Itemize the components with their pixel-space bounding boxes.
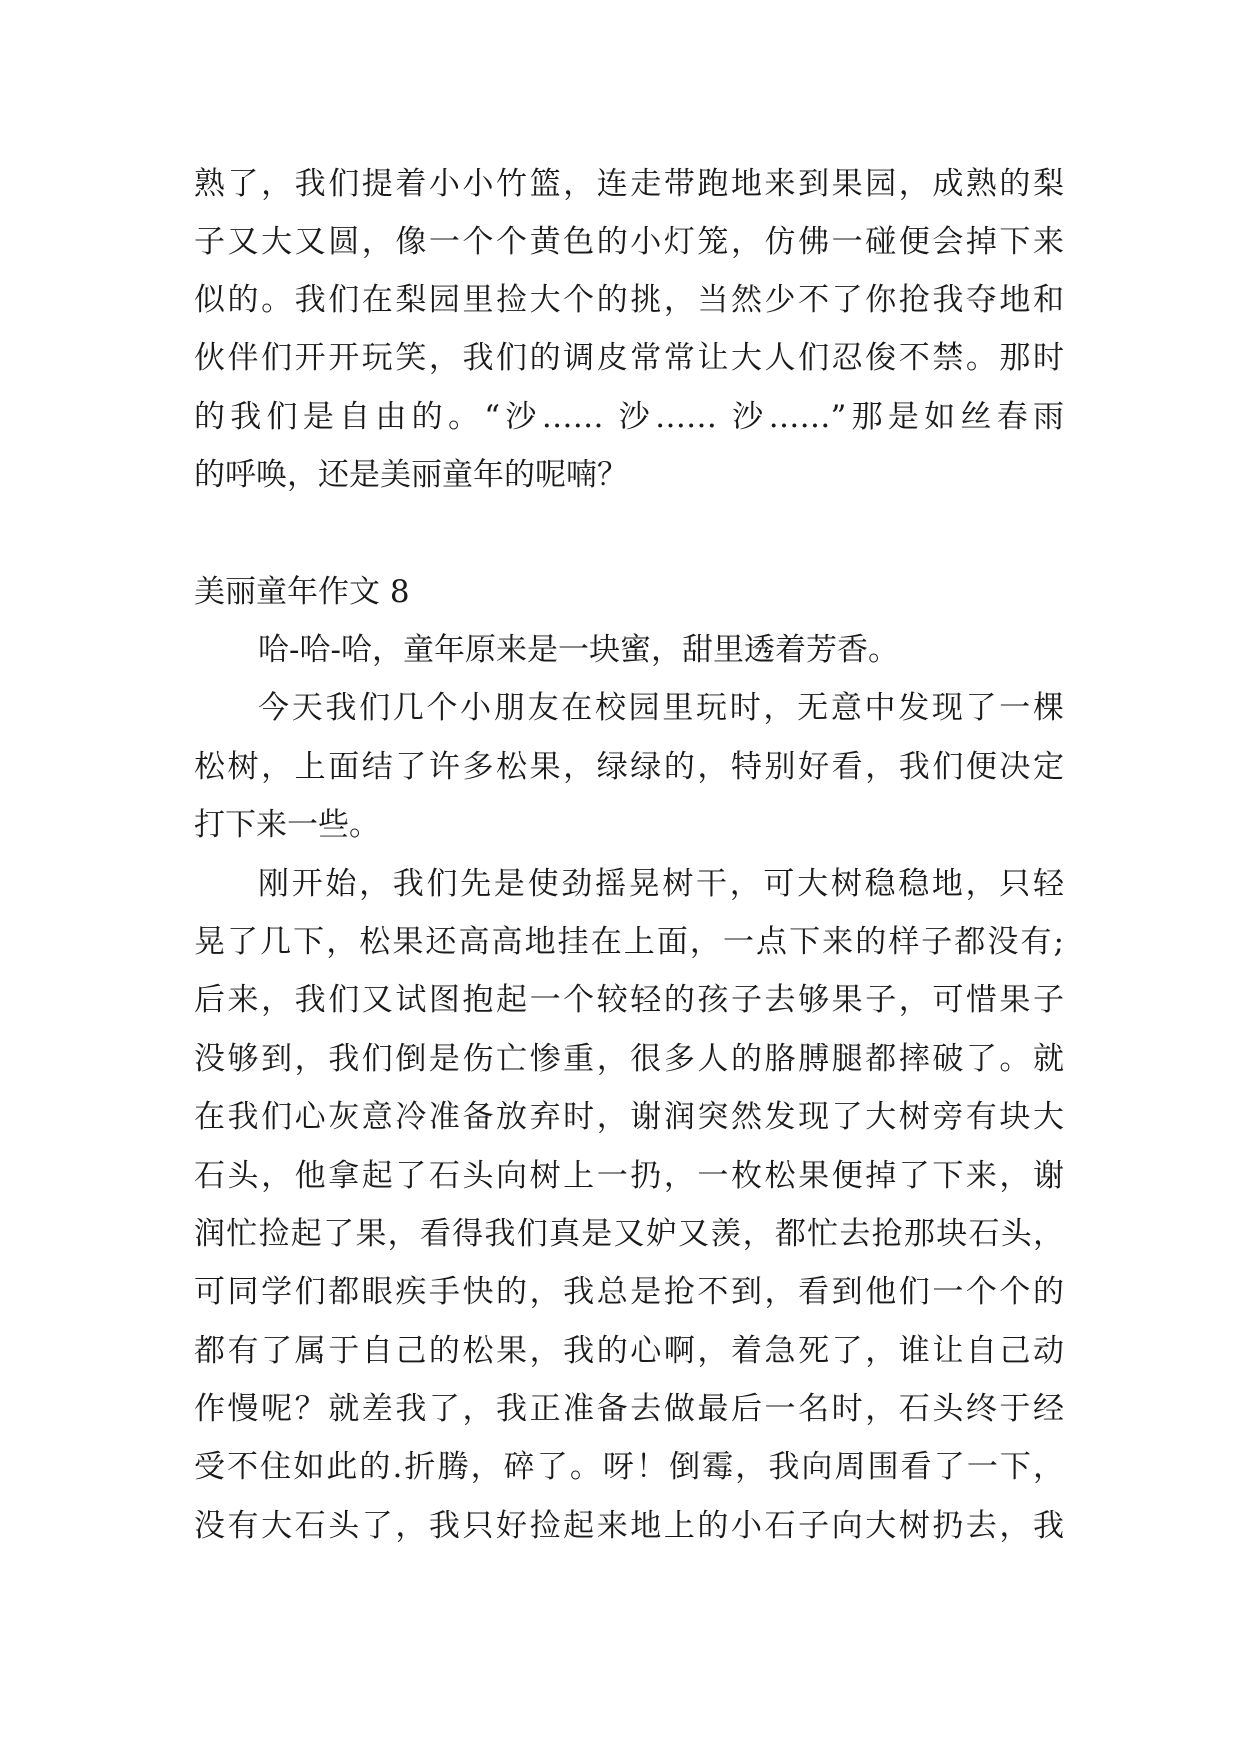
paragraph1-line-2: 子又大又圆，像一个个黄色的小灯笼，仿佛一碰便会掉下来 — [194, 224, 1064, 260]
paragraph4-line-2: 晃了几下，松果还高高地挂在上面，一点下来的样子都没有; — [194, 924, 1064, 960]
paragraph2-line-1: 哈-哈-哈，童年原来是一块蜜，甜里透着芳香。 — [258, 632, 899, 668]
paragraph4-line-11: 受不住如此的.折腾，碎了。呀！倒霉，我向周围看了一下， — [194, 1449, 1064, 1485]
paragraph4-line-4: 没够到，我们倒是伤亡惨重，很多人的胳膊腿都摔破了。就 — [194, 1041, 1064, 1077]
paragraph4-line-7: 润忙捡起了果，看得我们真是又妒又羡，都忙去抢那块石头， — [194, 1216, 1064, 1252]
paragraph4-line-10: 作慢呢？就差我了，我正准备去做最后一名时，石头终于经 — [194, 1391, 1064, 1427]
paragraph1-line-6: 的呼唤，还是美丽童年的呢喃？ — [194, 457, 628, 493]
paragraph1-line-5: 的我们是自由的。“沙…… 沙…… 沙……”那是如丝春雨 — [194, 399, 1064, 435]
paragraph3-line-2: 松树，上面结了许多松果，绿绿的，特别好看，我们便决定 — [194, 749, 1064, 785]
paragraph4-line-5: 在我们心灰意冷准备放弃时，谢润突然发现了大树旁有块大 — [194, 1099, 1064, 1135]
paragraph1-line-4: 伙伴们开开玩笑，我们的调皮常常让大人们忍俊不禁。那时 — [194, 340, 1064, 376]
paragraph3-line-3: 打下来一些。 — [194, 807, 380, 843]
paragraph4-line-8: 可同学们都眼疾手快的，我总是抢不到，看到他们一个个的 — [194, 1274, 1064, 1310]
paragraph4-line-9: 都有了属于自己的松果，我的心啊，着急死了，谁让自己动 — [194, 1333, 1064, 1369]
paragraph1-line-1: 熟了，我们提着小小竹篮，连走带跑地来到果园，成熟的梨 — [194, 166, 1064, 202]
paragraph4-line-12: 没有大石头了，我只好捡起来地上的小石子向大树扔去，我 — [194, 1508, 1064, 1544]
paragraph1-line-3: 似的。我们在梨园里捡大个的挑，当然少不了你抢我夺地和 — [194, 282, 1064, 318]
paragraph3-line-1: 今天我们几个小朋友在校园里玩时，无意中发现了一棵 — [258, 690, 1064, 726]
paragraph4-line-3: 后来，我们又试图抱起一个较轻的孩子去够果子，可惜果子 — [194, 982, 1064, 1018]
section-title: 美丽童年作文 8 — [194, 574, 410, 610]
paragraph4-line-1: 刚开始，我们先是使劲摇晃树干，可大树稳稳地，只轻 — [258, 866, 1064, 902]
paragraph4-line-6: 石头，他拿起了石头向树上一扔，一枚松果便掉了下来，谢 — [194, 1158, 1064, 1194]
